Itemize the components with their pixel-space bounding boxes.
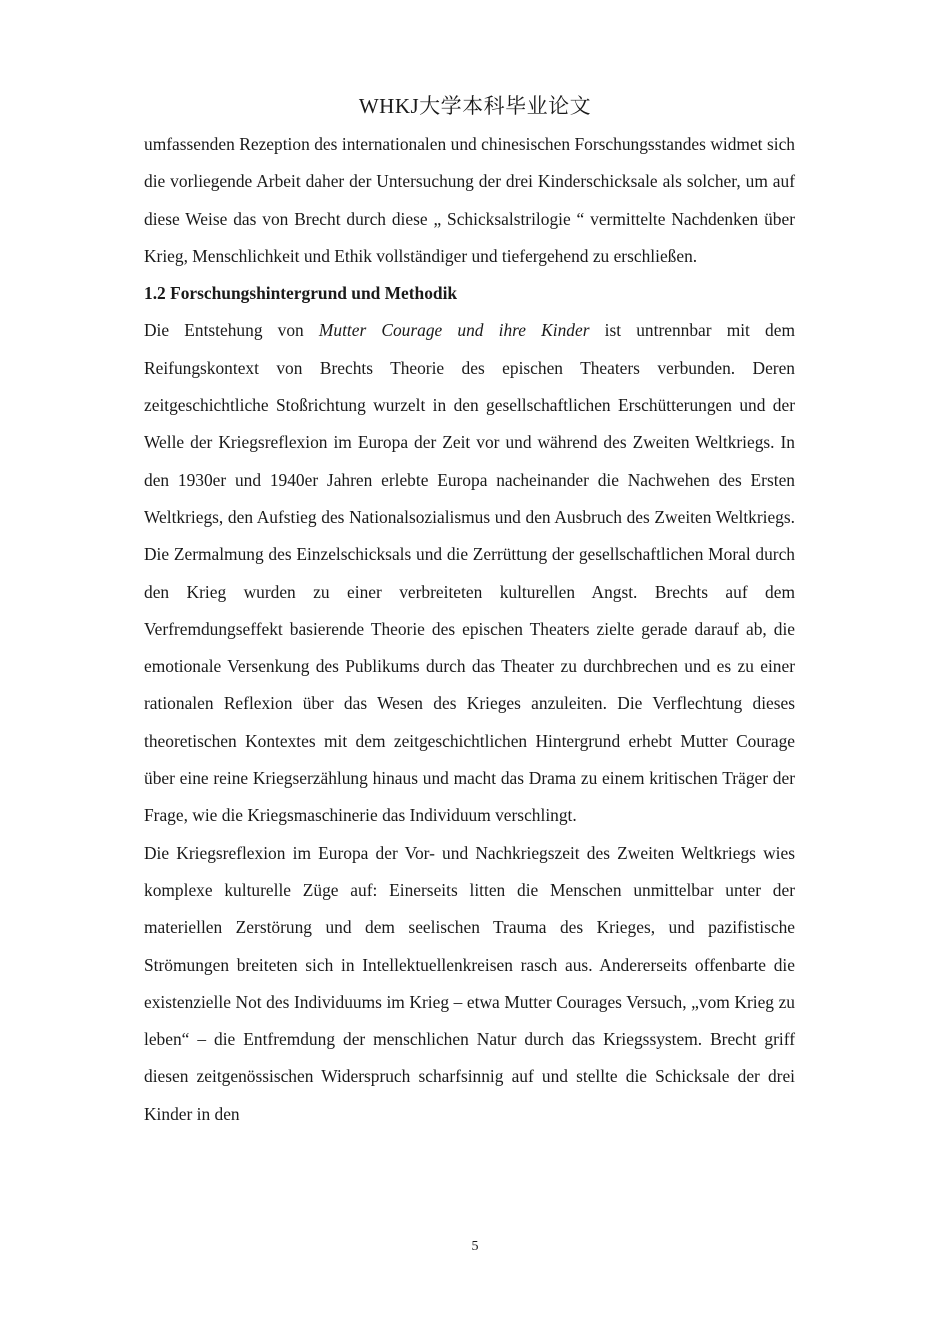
running-header: WHKJ大学本科毕业论文 — [358, 94, 592, 118]
document-body — [144, 126, 795, 1133]
body-paragraph — [144, 312, 795, 834]
section-heading: 1.2 Forschungshintergrund und Methodik — [144, 283, 458, 304]
body-paragraph: Die Kriegsreflexion im Europa der Vor- und Nachkriegszeit des Zweiten Weltkriegs wies komplexe kulturelle Züge auf: Einerseits litten die Menschen unmittelbar unter der materiellen Zerstörung und dem seelischen Trauma des Krieges, und pazifistische Strömungen breiteten sich in Intellektuellenkreisen rasch aus. Andererseits offenbarte die existenzielle Not des Individuums im Krieg – etwa Mutter Courages Versuch, „vom Krieg zu leben“ – die Entfremdung der menschlichen Natur durch das Kriegssystem. Brecht griff diesen zeitgenössischen Widerspruch scharfsinnig auf und stellte die Schicksale der drei Kinder in den — [144, 842, 795, 1124]
paragraph-text: ist untrennbar mit dem Reifungskontext von Brechts Theorie des epischen Theaters verbunden. Deren zeitgeschichtliche Stoßrichtung wurzelt in den gesellschaftlichen Erschütterungen und der Welle der Kriegsreflexion im Europa der Zeit vor und während des Zweiten Weltkriegs. In den 1930er und 1940er Jahren erlebte Europa nacheinander die Nachwehen des Ersten Weltkriegs, den Aufstieg des Nationalsozialismus und den Ausbruch des Zweiten Weltkriegs. Die Zermalmung des Einzelschicksals und die Zerrüttung der gesellschaftlichen Moral durch den Krieg wurden zu einer verbreiteten kulturellen Angst. Brechts auf dem Verfremdungseffekt basierende Theorie des epischen Theaters zielte gerade darauf ab, die emotionale Versenkung des Publikums durch das Theater zu durchbrechen und es zu einer rationalen Reflexion über das Wesen des Krieges anzuleiten. Die Verflechtung dieses theoretischen Kontextes mit dem zeitgeschichtlichen Hintergrund erhebt Mutter Courage über eine reine Kriegserzählung hinaus und macht das Drama zu einem kritischen Träger der Frage, wie die Kriegsmaschinerie das Individuum verschlingt. — [144, 320, 795, 826]
paragraph-text: Die Entstehung von — [144, 320, 319, 341]
work-title: Mutter Courage und ihre Kinder — [318, 320, 590, 341]
page-number: 5 — [471, 1239, 479, 1254]
body-paragraph: umfassenden Rezeption des internationalen und chinesischen Forschungsstandes widmet sich die vorliegende Arbeit daher der Untersuchung der drei Kinderschicksale als solcher, um auf diese Weise das von Brecht durch diese „ Schicksalstrilogie “ vermittelte Nachdenken über Krieg, Menschlichkeit und Ethik vollständiger und tiefergehend zu erschließen. — [144, 134, 795, 266]
